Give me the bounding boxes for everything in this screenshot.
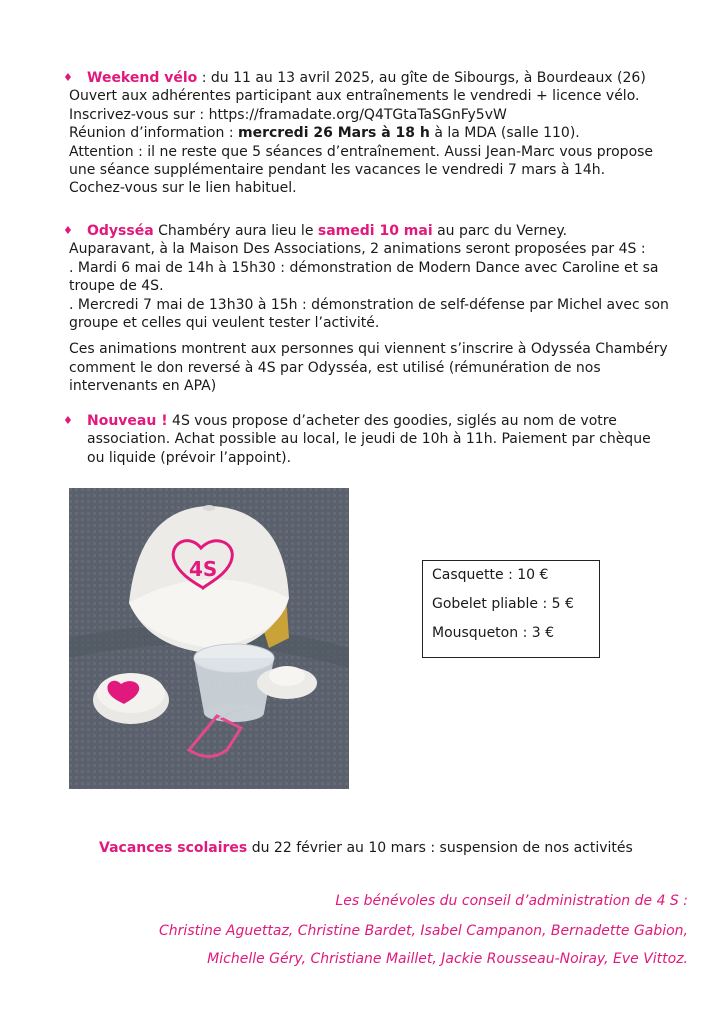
goodies-illustration [69, 488, 349, 789]
velo-line-1: ♦ Weekend vélo : du 11 au 13 avril 2025, au gîte de Sibourgs, à Bourdeaux (26) [63, 70, 646, 86]
section-nouveau [63, 412, 669, 467]
price-cap: Casquette : 10 € [432, 567, 549, 583]
odyssea-line-4: . Mercredi 7 mai de 13h30 à 15h : démonstration de self-défense par Michel avec son groupe et celles qui veulent tester l’activité. [69, 296, 669, 332]
cap-logo-text: 4S [189, 557, 218, 581]
section-weekend-velo [63, 69, 669, 198]
odyssea-line-2: Auparavant, à la Maison Des Associations, 2 animations seront proposées par 4S : [69, 241, 646, 258]
odyssea-title: Odysséa [87, 223, 154, 239]
odyssea-date: samedi 10 mai [317, 223, 433, 239]
signature-line-2: Christine Aguettaz, Christine Bardet, Isabel Campanon, Bernadette Gabion, [159, 923, 688, 939]
velo-link-line: Inscrivez-vous sur : https://framadate.org/Q4TGtaTaSGnFy5vW [69, 106, 507, 123]
velo-attention-line: Attention : il ne reste que 5 séances d’entraînement. Aussi Jean-Marc vous propose une séance supplémentaire pendant les vacances le vendredi 7 mars à 14h. [69, 143, 654, 179]
vacances-line: Vacances scolaires du 22 février au 10 mars : suspension de nos activités [99, 840, 633, 856]
price-cup: Gobelet pliable : 5 € [432, 596, 574, 612]
signature-line-3: Michelle Géry, Christiane Maillet, Jackie Rousseau-Noiray, Eve Vittoz. [207, 951, 688, 967]
velo-meeting-line: Réunion d’information : mercredi 26 Mars à 18 h à la MDA (salle 110). [69, 125, 580, 142]
diamond-bullet-icon: ♦ [63, 414, 73, 427]
nouveau-title: Nouveau ! [87, 413, 168, 429]
odyssea-line-5: Ces animations montrent aux personnes qui viennent s’inscrire à Odysséa Chambéry comment le don reversé à 4S par Odysséa, est utilisé (rémunération de nos intervenants en APA) [69, 341, 668, 395]
signature-line-1: Les bénévoles du conseil d’administration de 4 S : [335, 893, 688, 909]
goodies-photo [69, 488, 349, 789]
diamond-bullet-icon: ♦ [63, 71, 73, 84]
velo-meeting-date: mercredi 26 Mars à 18 h [238, 125, 430, 142]
vacances-title: Vacances scolaires [99, 840, 248, 856]
nouveau-text: ♦ Nouveau ! 4S vous propose d’acheter des goodies, siglés au nom de votre association. Achat possible au local, le jeudi de 10h à 11h. Paiement par chèque ou liquide (prévoir l’appoint). [63, 413, 651, 466]
price-carabiner: Mousqueton : 3 € [432, 625, 554, 641]
odyssea-line-1: ♦ Odysséa Chambéry aura lieu le samedi 10 mai au parc du Verney. [63, 223, 568, 239]
velo-title: Weekend vélo [87, 70, 198, 86]
velo-last-line: Cochez-vous sur le lien habituel. [69, 180, 297, 197]
section-odyssea [63, 222, 669, 396]
price-list [422, 560, 600, 658]
velo-line-2: Ouvert aux adhérentes participant aux entraînements le vendredi + licence vélo. [69, 88, 640, 105]
diamond-bullet-icon: ♦ [63, 224, 73, 237]
odyssea-line-3: . Mardi 6 mai de 14h à 15h30 : démonstration de Modern Dance avec Caroline et sa troupe de 4S. [69, 259, 659, 295]
